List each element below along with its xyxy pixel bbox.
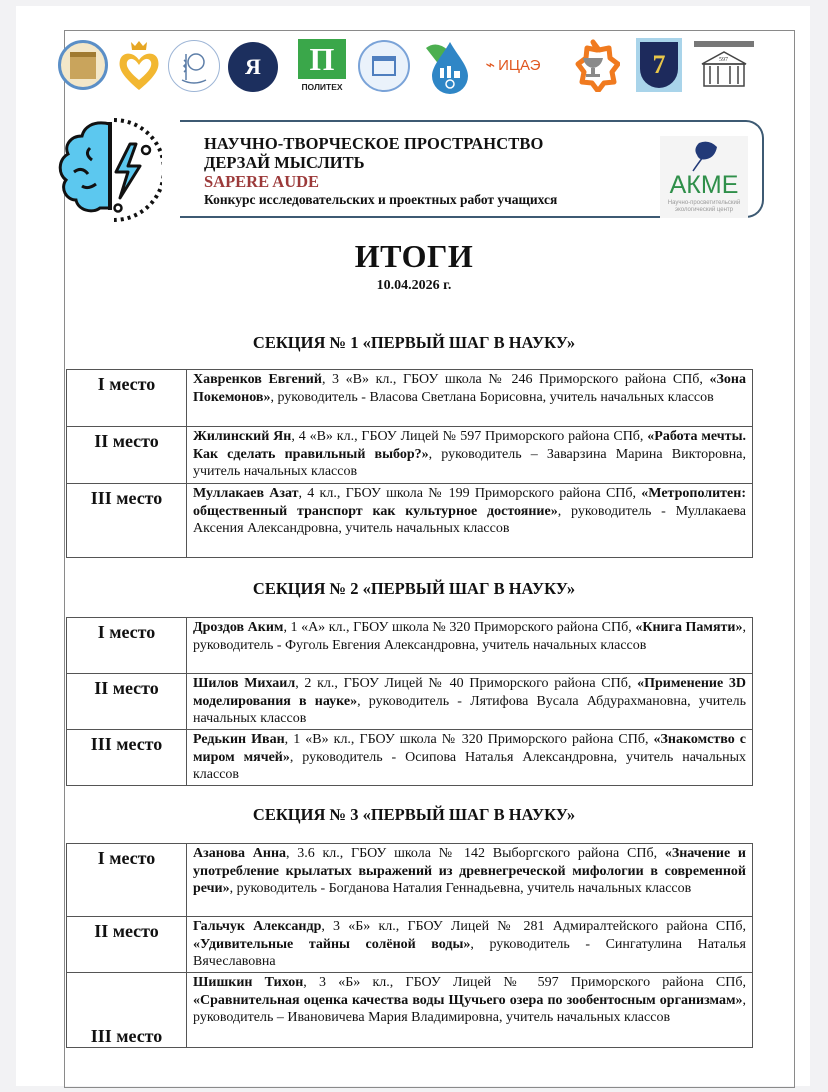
akme-wordmark: АКМЕ: [669, 170, 739, 199]
icae-logo-text: ИЦАЭ: [498, 56, 541, 74]
brain-lightning-logo-icon: [52, 114, 162, 224]
section-3-table: [66, 843, 753, 1048]
winner-description: Гальчук Александр, 3 «Б» кл., ГБОУ Лицей № 281 Адмиралтейского района СПб, «Удивительные тайны солёной воды», руководитель - Сингатулина Наталья Вячеславовна: [187, 917, 753, 973]
school-7-emblem-icon: [636, 38, 682, 92]
banner-line-2: ДЕРЗАЙ МЫСЛИТЬ: [204, 152, 365, 172]
winner-description: Шилов Михаил, 2 кл., ГБОУ Лицей № 40 Приморского района СПб, «Применение 3D моделирования в науке», руководитель - Лятифова Вусала Абдурахмановна, учитель начальных классов: [187, 674, 753, 730]
medicina-emblem-icon: [168, 40, 220, 92]
water-drop-eco-icon: [420, 38, 474, 94]
school-7-number: 7: [640, 42, 678, 88]
place-label: I место: [67, 844, 187, 917]
heart-crown-emblem-icon: [116, 38, 162, 92]
winner-description: Шишкин Тихон, 3 «Б» кл., ГБОУ Лицей № 597 Приморского района СПб, «Сравнительная оценка качества воды Щучьего озера по зообентосным организмам», руководитель – Ивановичева Мария Владимировна, учитель начальных классов: [187, 973, 753, 1048]
table-row: [67, 917, 753, 973]
table-row: [67, 844, 753, 917]
table-row: [67, 484, 753, 558]
winner-description: Дроздов Аким, 1 «А» кл., ГБОУ школа № 320 Приморского района СПб, «Книга Памяти», руководитель - Фуголь Евгения Александровна, учитель начальных классов: [187, 618, 753, 674]
akme-caption: Научно-просветительский экологический центр: [667, 199, 741, 213]
place-label: I место: [67, 618, 187, 674]
akme-logo: [660, 136, 748, 218]
school-597-emblem-icon: [690, 36, 758, 94]
icae-logo-icon: ⌁ ИЦАЭ: [485, 56, 541, 74]
section-2-heading: СЕКЦИЯ № 2 «ПЕРВЫЙ ШАГ В НАУКУ»: [252, 579, 576, 598]
place-label: III место: [67, 730, 187, 786]
spbgpmu-emblem-icon: [58, 40, 108, 90]
place-label: II место: [67, 917, 187, 973]
contest-banner: [204, 135, 557, 207]
winner-description: Редькин Иван, 1 «В» кл., ГБОУ школа № 320 Приморского района СПб, «Знакомство с миром мячей», руководитель - Осипова Наталья Александровна, учитель начальных классов: [187, 730, 753, 786]
pharmacy-chalice-icon: [566, 38, 620, 92]
section-2-table: [66, 617, 753, 786]
section-3-heading: СЕКЦИЯ № 3 «ПЕРВЫЙ ШАГ В НАУКУ»: [252, 805, 576, 824]
winner-description: Азанова Анна, 3.6 кл., ГБОУ школа № 142 Выборгского района СПб, «Значение и употребление крылатых выражений из древнегреческой мифологии в современной речи», руководитель - Богданова Наталия Геннадьевна, учитель начальных классов: [187, 844, 753, 917]
polytech-logo-icon: П ПОЛИТЕХ: [296, 36, 348, 94]
place-label: III место: [67, 484, 187, 558]
place-label: II место: [67, 674, 187, 730]
university-emblem-icon: [358, 40, 410, 92]
table-row: [67, 973, 753, 1048]
svg-text:597: 597: [719, 57, 728, 63]
page-title: ИТОГИ: [354, 238, 474, 274]
section-1-table: [66, 369, 753, 558]
akme-flower-icon: [687, 139, 721, 173]
table-row: [67, 427, 753, 484]
winner-description: Муллакаев Азат, 4 кл., ГБОУ школа № 199 Приморского района СПб, «Метрополитен: общественный транспорт как культурное достояние», руководитель - Муллакаева Аксения Александровна, учитель начальных классов: [187, 484, 753, 558]
winner-description: Жилинский Ян, 4 «В» кл., ГБОУ Лицей № 597 Приморского района СПб, «Работа мечты. Как сделать правильный выбор?», руководитель – Заварзина Марина Викторовна, учитель начальных классов: [187, 427, 753, 484]
banner-motto: SAPERE AUDE: [204, 171, 320, 191]
hse-emblem-icon: Я: [228, 42, 278, 92]
results-date: 10.04.2026 г.: [376, 278, 452, 293]
partner-logos: [58, 36, 758, 96]
table-row: [67, 674, 753, 730]
place-label: III место: [67, 973, 187, 1048]
table-row: [67, 618, 753, 674]
table-row: [67, 370, 753, 427]
winner-description: Хавренков Евгений, 3 «В» кл., ГБОУ школа № 246 Приморского района СПб, «Зона Покемонов», руководитель - Власова Светлана Борисовна, учитель начальных классов: [187, 370, 753, 427]
banner-line-1: НАУЧНО-ТВОРЧЕСКОЕ ПРОСТРАНСТВО: [204, 134, 544, 153]
place-label: II место: [67, 427, 187, 484]
section-1-heading: СЕКЦИЯ № 1 «ПЕРВЫЙ ШАГ В НАУКУ»: [252, 333, 576, 352]
banner-subtitle: Конкурс исследовательских и проектных работ учащихся: [204, 191, 558, 207]
table-row: [67, 730, 753, 786]
place-label: I место: [67, 370, 187, 427]
